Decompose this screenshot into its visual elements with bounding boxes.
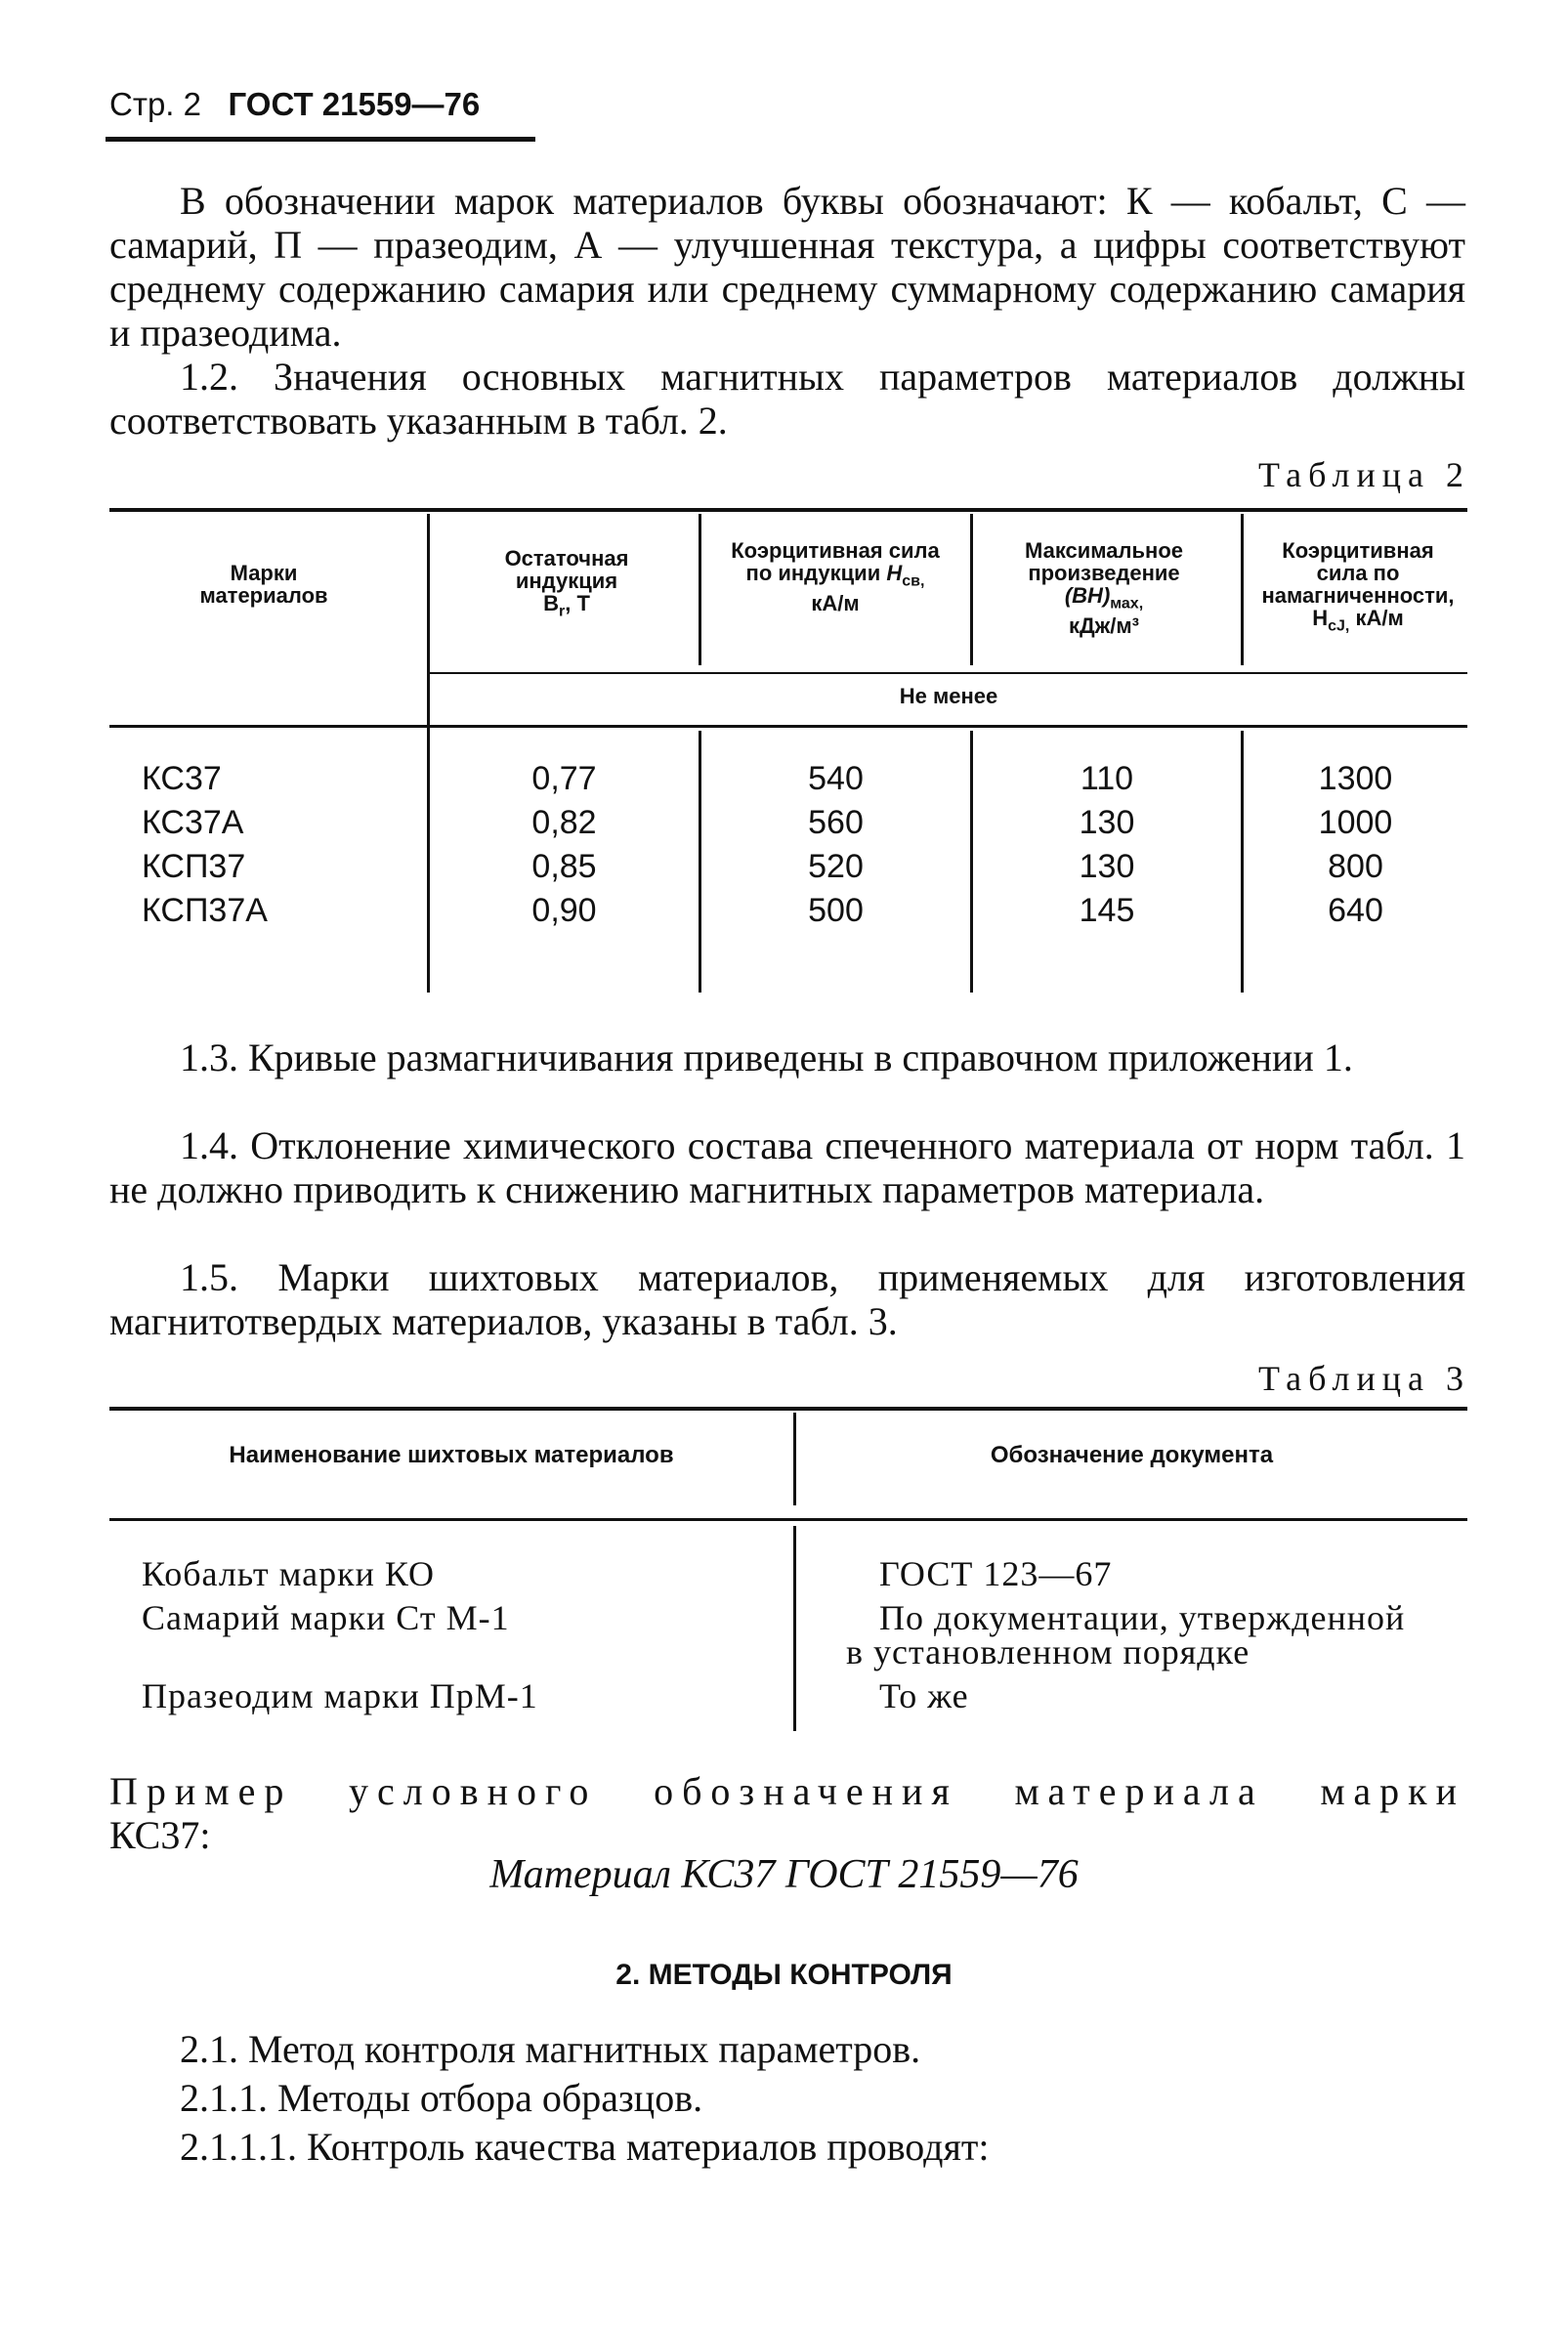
header-rule [106,137,535,142]
th-coercive-b-unit: кА/м [811,591,860,616]
th-coercive-b [728,539,943,614]
paragraph-1-4: 1.4. Отклонение химического состава спеченного материала от норм табл. 1 не должно приводить к снижению магнитных параметров материала. [109,1123,1465,1211]
paragraph-1-2: 1.2. Значения основных магнитных параметров материалов должны соответствовать указанным в табл. 2. [109,355,1465,443]
th-remanence [469,547,664,622]
table-cell: ГОСТ 123—67 [879,1554,1113,1593]
example-grade: КС37: [109,1813,211,1857]
table-cell: КСП37 [142,848,246,885]
table-cell: По документации, утвержденной [879,1598,1406,1637]
t3-th-doc: Обозначение документа [990,1442,1274,1468]
th-remanence-unit: , Т [565,591,590,615]
table3-top-rule [109,1407,1467,1411]
table2-divider [970,514,973,665]
paragraph-1-3: 1.3. Кривые размагничивания приведены в справочном приложении 1. [180,1036,1353,1079]
table-cell: 800 [1328,848,1383,885]
table-cell: 1300 [1318,760,1393,797]
th-energy [992,539,1216,637]
standard-number: ГОСТ 21559—76 [228,86,481,122]
table3-header-rule [109,1518,1467,1521]
table-cell: КС37 [142,760,222,797]
section-title: 2. МЕТОДЫ КОНТРОЛЯ [615,1959,953,1991]
table-cell: 0,77 [531,760,597,797]
table-cell: КСП37А [142,892,268,929]
table-cell: в установленном порядке [846,1632,1250,1671]
table-cell: 1000 [1318,804,1393,841]
table2-col-coercive-m [1244,757,1467,933]
th-remanence-symbol: B [543,591,559,615]
table3-caption: Таблица 3 [1258,1359,1470,1398]
table-cell: КС37А [142,804,244,841]
table2-col-remanence [430,757,699,933]
example-formula: Материал КС37 ГОСТ 21559—76 [489,1852,1079,1897]
table-cell: 0,82 [531,804,597,841]
table-cell: 640 [1328,892,1383,929]
th-energy-symbol: (BH) [1064,583,1111,608]
th-remanence-label: Остаточная индукция [504,546,629,593]
table2-col-energy [973,757,1241,933]
table-cell: 0,90 [531,892,597,929]
table2-col-coercive-b [701,757,970,933]
table2-col-grade [142,757,415,933]
table2-divider [699,514,701,665]
th-not-less: Не менее [899,684,998,708]
example-label: Пример условного обозначения материала марки [109,1769,1465,1813]
table-cell: Кобальт марки КО [142,1554,435,1593]
table2-header-rule [109,725,1467,728]
table2-caption: Таблица 2 [1258,455,1470,494]
th-coercive-m-symbol: H [1312,606,1329,630]
table3-divider [793,1526,796,1731]
paragraph-1-5: 1.5. Марки шихтовых материалов, применяемых для изготовления магнитотвердых материалов, указаны в табл. 3. [109,1255,1465,1343]
th-energy-unit: кДж/м³ [1069,613,1139,639]
table-cell: 540 [808,760,864,797]
table-cell: Самарий марки Ст М-1 [142,1598,510,1637]
table-cell: 520 [808,848,864,885]
section-item: 2.1.1. Методы отбора образцов. [180,2076,703,2120]
section-item: 2.1. Метод контроля магнитных параметров. [180,2027,921,2071]
th-coercive-b-sub: св, [902,572,925,590]
table2-top-rule [109,508,1467,512]
page-number: Стр. 2 [109,86,201,122]
th-energy-label: Максимальное произведение [1025,538,1183,585]
th-coercive-m [1260,539,1456,637]
th-grades: Марки материалов [199,561,328,608]
th-coercive-b-label: Коэрцитивная сила по индукции [731,538,940,585]
th-energy-sub: мах, [1110,595,1144,613]
th-coercive-m-sub: cJ, [1328,617,1350,635]
table-cell: Празеодим марки ПрМ-1 [142,1676,538,1715]
table-cell: 560 [808,804,864,841]
th-remanence-sub: r [558,603,566,620]
table-cell: 130 [1079,848,1135,885]
th-coercive-m-label: Коэрцитивная сила по намагниченности, [1261,538,1455,608]
t3-th-name: Наименование шихтовых материалов [229,1442,674,1468]
table2-divider [1241,514,1244,665]
table-cell: 145 [1079,892,1135,929]
table-cell: 130 [1079,804,1135,841]
table-cell: 0,85 [531,848,597,885]
table-cell: 110 [1080,760,1134,797]
paragraph-grade-notation: В обозначении марок материалов буквы обозначают: К — кобальт, С — самарий, П — празеодим, А — улучшенная текстура, а цифры соответствуют среднему содержанию самария или среднему суммарному содержанию самария и празеодима. [109,179,1465,355]
section-item: 2.1.1.1. Контроль качества материалов проводят: [180,2125,990,2169]
table2-subheader-rule [430,672,1467,674]
table-cell: 500 [808,892,864,929]
th-coercive-b-symbol: H [886,561,903,585]
table-cell: То же [879,1676,969,1715]
page-header [109,86,534,123]
th-coercive-m-unit: кА/м [1355,606,1404,630]
